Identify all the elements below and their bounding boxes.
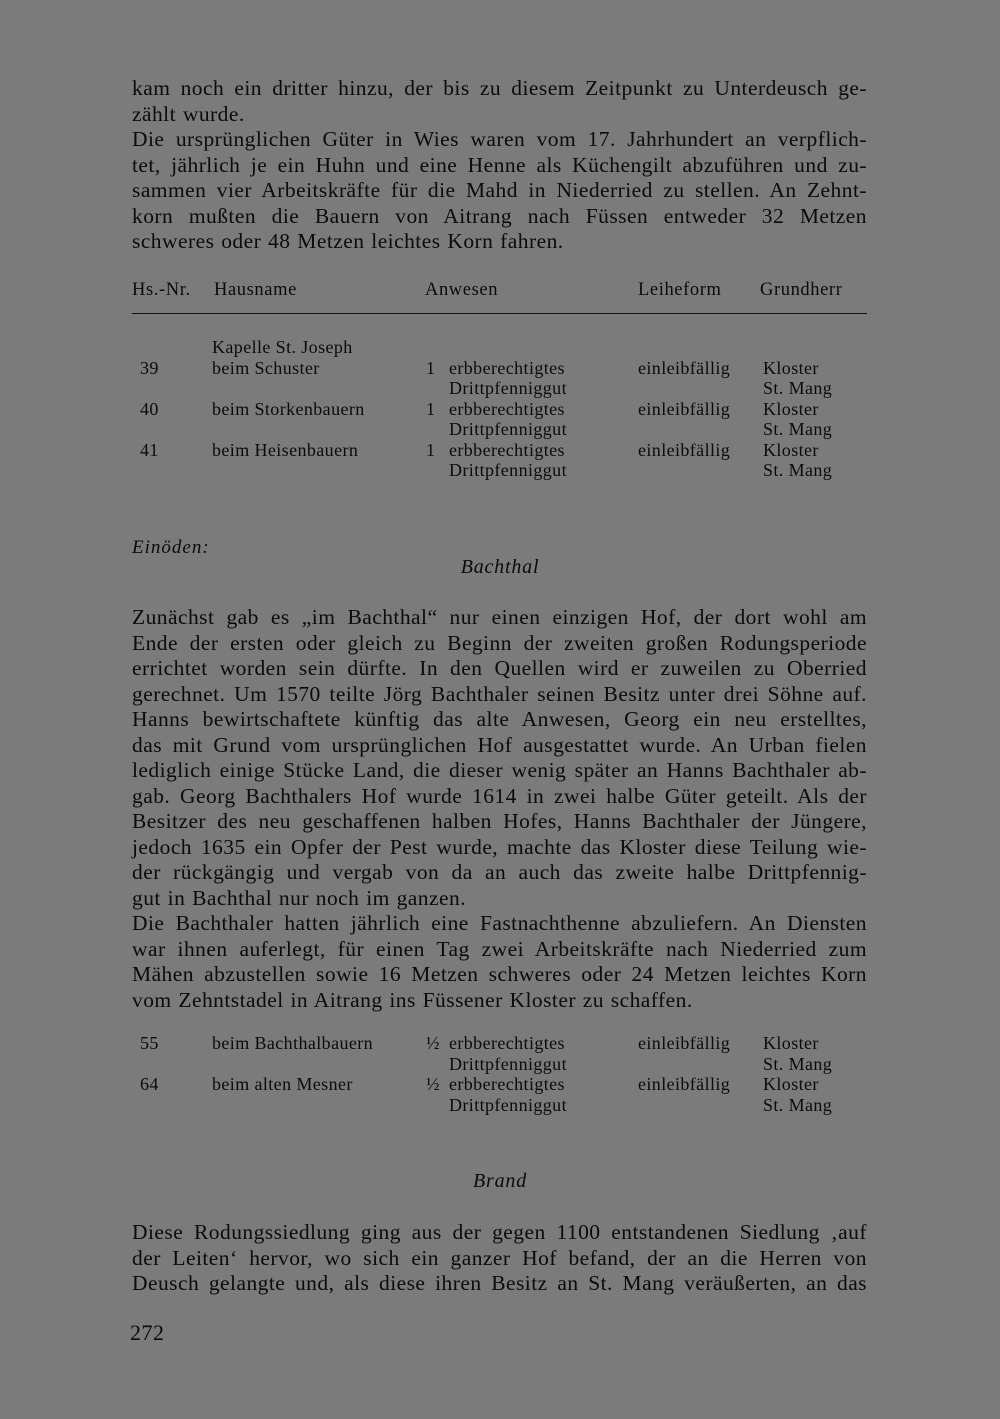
landlord: Kloster	[763, 398, 819, 419]
house-name: beim alten Mesner	[212, 1074, 353, 1094]
text-line: sammen vier Arbeitskräfte für die Mahd in Niederried zu stellen. An Zehnt-	[132, 178, 867, 202]
property-type-cont: Drittpfenniggut	[449, 1094, 567, 1115]
text-line: der Leiten‘ hervor, wo sich ein ganzer Hof befand, der an die Herren von	[132, 1245, 867, 1270]
text-line: Zunächst gab es „im Bachthal“ nur einen einzigen Hof, der dort wohl am	[132, 605, 867, 629]
landlord-cont: St. Mang	[763, 1053, 833, 1074]
text-line: errichtet worden sein dürfte. In den Quellen wird er zuweilen zu Oberried	[132, 656, 867, 680]
table-wies	[0, 337, 1000, 481]
landlord: Kloster	[763, 357, 819, 378]
intro-paragraph	[132, 76, 867, 255]
property-type-cont: Drittpfenniggut	[449, 378, 567, 398]
text-line: vom Zehntstadel in Aitrang ins Füssener Kloster zu schaffen.	[132, 987, 693, 1012]
tenure-form: einleibfällig	[638, 1033, 731, 1053]
text-line: Die Bachthaler hatten jährlich eine Fastnachthenne abzuliefern. An Diensten	[132, 911, 867, 935]
table-header-rule	[132, 313, 867, 314]
column-header-grundherr: Grundherr	[760, 280, 843, 300]
column-header-anwesen: Anwesen	[425, 280, 499, 300]
text-line: zählt wurde.	[132, 101, 245, 126]
table-bachthal	[0, 1033, 1000, 1115]
house-number: 39	[140, 357, 159, 378]
table-row	[0, 1033, 1000, 1074]
house-number: 64	[140, 1074, 159, 1094]
text-line: gerechnet. Um 1570 teilte Jörg Bachthaler seinen Besitz unter drei Söhne auf.	[132, 681, 867, 706]
landlord: Kloster	[763, 439, 819, 460]
house-name: beim Storkenbauern	[212, 398, 365, 419]
text-line: Ende der ersten oder gleich zu Beginn der zweiten großen Rodungsperiode	[132, 630, 867, 655]
table-row	[0, 440, 1000, 481]
text-line: schweres oder 48 Metzen leichtes Korn fahren.	[132, 229, 564, 253]
property-quantity: 1	[426, 439, 436, 460]
landlord-cont: St. Mang	[763, 419, 833, 439]
landlord: Kloster	[763, 1033, 819, 1053]
property-type: erbberechtigtes	[449, 357, 565, 378]
house-number: 41	[140, 439, 159, 460]
text-line: Die ursprünglichen Güter in Wies waren vom 17. Jahrhundert an verpflich-	[132, 127, 867, 151]
house-number: 40	[140, 398, 159, 419]
text-line: das mit Grund vom ursprünglichen Hof ausgestattet wurde. An Urban fielen	[132, 732, 867, 757]
text-line: Deusch gelangte und, als diese ihren Besitz an St. Mang veräußerten, an das	[132, 1271, 867, 1295]
text-line: korn mußten die Bauern von Aitrang nach Füssen entweder 32 Metzen	[132, 203, 867, 228]
text-line: lediglich einige Stücke Land, die dieser wenig später an Hanns Bachthaler ab-	[132, 758, 867, 782]
text-line: Diese Rodungssiedlung ging aus der gegen 1100 entstandenen Siedlung ‚auf	[132, 1220, 867, 1244]
property-type-cont: Drittpfenniggut	[449, 460, 567, 480]
tenure-form: einleibfällig	[638, 439, 731, 460]
column-header-nr: Hs.-Nr.	[132, 280, 191, 300]
table-row	[0, 358, 1000, 399]
text-line: tet, jährlich je ein Huhn und eine Henne als Küchengilt abzuführen und zu-	[132, 152, 867, 177]
column-header-leiheform: Leiheform	[638, 280, 722, 300]
section-heading-bachthal: Bachthal	[460, 556, 540, 578]
property-type: erbberechtigtes	[449, 1033, 565, 1053]
table-row	[0, 1074, 1000, 1115]
bachthal-paragraph	[132, 605, 867, 1013]
landlord-cont: St. Mang	[763, 1094, 833, 1115]
house-name: beim Bachthalbauern	[212, 1033, 374, 1053]
brand-paragraph	[132, 1220, 867, 1297]
chapel-label: Kapelle St. Joseph	[212, 337, 353, 357]
text-line: gab. Georg Bachthalers Hof wurde 1614 in zwei halbe Güter geteilt. Als der	[132, 783, 867, 808]
text-line: Mähen abzustellen sowie 16 Metzen schweres oder 24 Metzen leichtes Korn	[132, 962, 867, 986]
text-line: Besitzer des neu geschaffenen halben Hofes, Hanns Bachthaler der Jüngere,	[132, 809, 867, 833]
landlord-cont: St. Mang	[763, 378, 833, 398]
property-quantity: 1	[426, 357, 436, 378]
section-heading-brand: Brand	[473, 1170, 527, 1192]
text-line: gut in Bachthal nur noch im ganzen.	[132, 885, 467, 910]
page-number: 272	[130, 1320, 165, 1345]
tenure-form: einleibfällig	[638, 357, 731, 378]
house-name: beim Schuster	[212, 357, 320, 378]
tenure-form: einleibfällig	[638, 398, 731, 419]
landlord: Kloster	[763, 1074, 819, 1094]
house-name: beim Heisenbauern	[212, 439, 359, 460]
table-header	[0, 280, 1000, 304]
table-row	[0, 337, 1000, 358]
property-type-cont: Drittpfenniggut	[449, 1053, 567, 1074]
table-row	[0, 399, 1000, 440]
property-quantity: 1	[426, 398, 436, 419]
column-header-hausname: Hausname	[214, 280, 297, 300]
text-line: Hanns bewirtschaftete künftig das alte Anwesen, Georg ein neu erstelltes,	[132, 707, 867, 731]
property-quantity: ½	[426, 1033, 440, 1053]
text-line: war ihnen auferlegt, für einen Tag zwei Arbeitskräfte nach Niederried zum	[132, 936, 867, 961]
property-type: erbberechtigtes	[449, 439, 565, 460]
text-line: jedoch 1635 ein Opfer der Pest wurde, machte das Kloster diese Teilung wie-	[132, 834, 867, 859]
property-quantity: ½	[426, 1074, 440, 1094]
house-number: 55	[140, 1033, 159, 1053]
tenure-form: einleibfällig	[638, 1074, 731, 1094]
landlord-cont: St. Mang	[763, 460, 833, 480]
text-line: der rückgängig und vergab von da an auch das zweite halbe Drittpfennig-	[132, 860, 867, 884]
section-label-einoeden: Einöden:	[132, 537, 210, 558]
property-type: erbberechtigtes	[449, 1074, 565, 1094]
property-type: erbberechtigtes	[449, 398, 565, 419]
property-type-cont: Drittpfenniggut	[449, 419, 567, 439]
text-line: kam noch ein dritter hinzu, der bis zu diesem Zeitpunkt zu Unterdeusch ge-	[132, 76, 867, 100]
